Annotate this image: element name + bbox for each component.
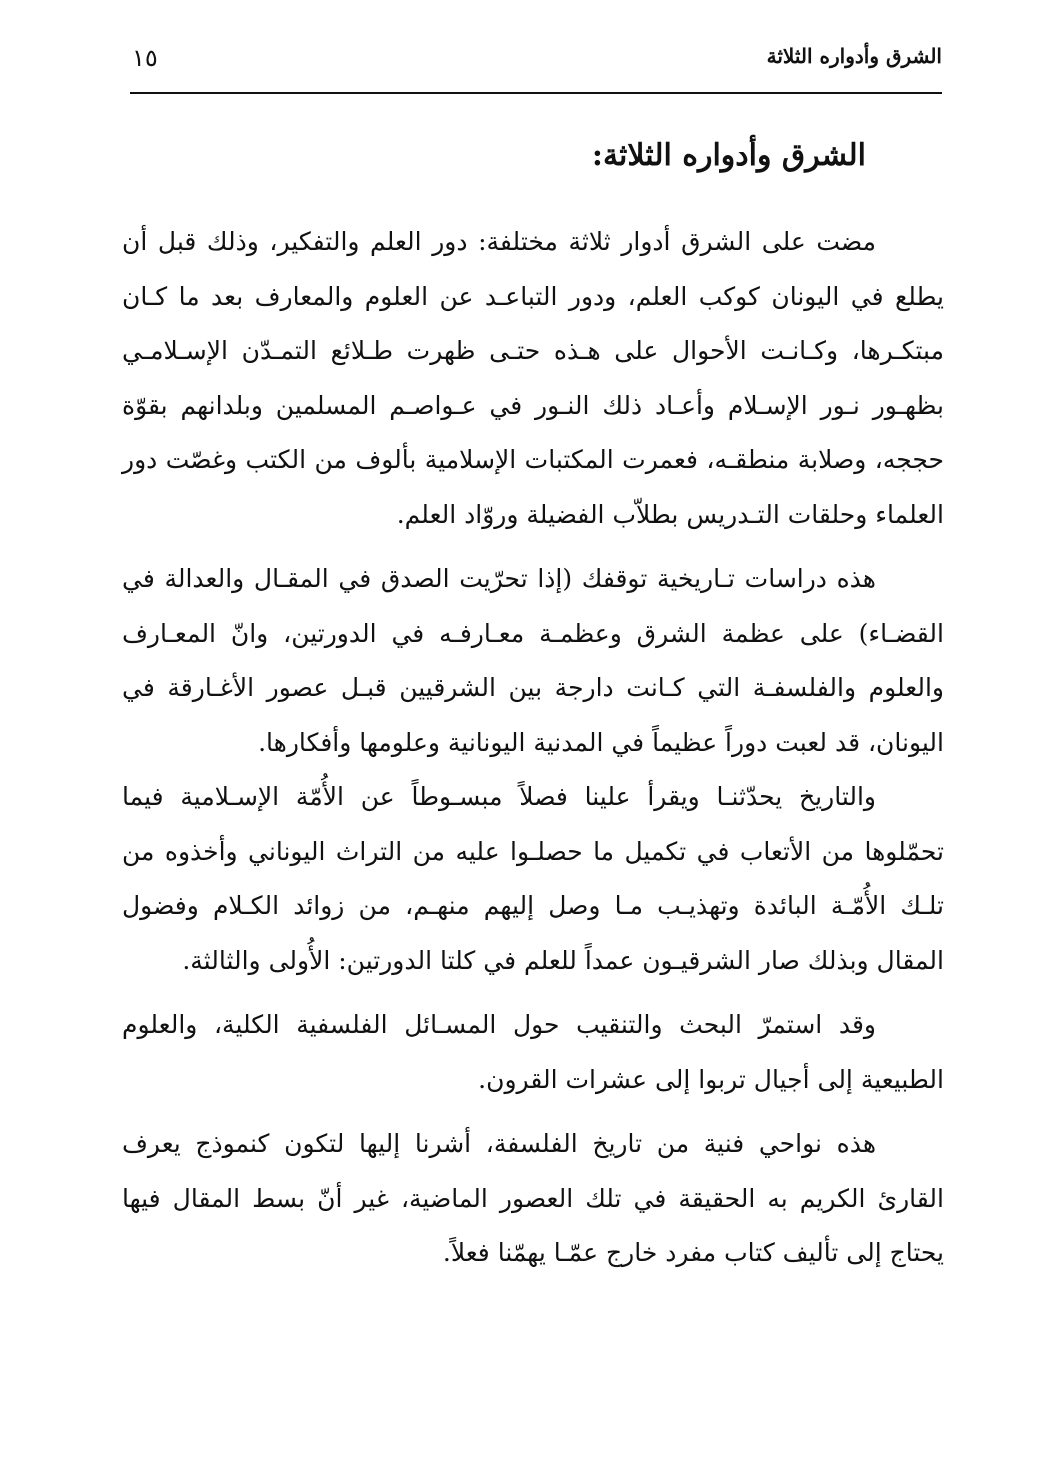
paragraph-4: وقد استمرّ البحث والتنقيب حول المسـائل الفلسفية الكلية، والعلوم الطبيعية إلى أجيال تربوا إلى عشرات القرون. (122, 1010, 944, 1094)
running-header (130, 38, 942, 88)
paragraph-2: هذه دراسات تـاريخية توقفك (إذا تحرّيت الصدق في المقـال والعدالة في القضـاء) على عظمة الشرق وعظمـة معـارفـه في الدورتين، وانّ المعـارف والعلوم والفلسفـة التي كـانت دارجة بين الشرقيين قبـل عصور الأغـارقة في اليونان، قد لعبت دوراً عظيماً في المدنية اليونانية وعلومها وأفكارها. (122, 564, 944, 757)
paragraph-1: مضت على الشرق أدوار ثلاثة مختلفة: دور العلم والتفكير، وذلك قبل أن يطلع في اليونان كوكب العلم، ودور التباعـد عن العلوم والمعارف بعد ما كـان مبتكـرها، وكـانـت الأحوال على هـذه حتـى ظهرت طـلائع التمـدّن الإسـلامـي بظهـور نـور الإسـلام وأعـاد ذلك النـور في عـواصـم المسلمين وبلدانهم بقوّة حججه، وصلابة منطقـه، فعمرت المكتبات الإسلامية بألوف من الكتب وغصّت دور العلماء وحلقات التـدريس بطلاّب الفضيلة وروّاد العلم. (122, 227, 944, 529)
running-title: الشرق وأدواره الثلاثة (766, 44, 942, 68)
page-number: ١٥ (132, 44, 158, 72)
paragraph-5: هذه نواحي فنية من تاريخ الفلسفة، أشرنا إليها لتكون كنموذج يعرف القارئ الكريم به الحقيقة في تلك العصور الماضية، غير أنّ بسط المقال فيها يحتاج إلى تأليف كتاب مفرد خارج عمّـا يهمّنا فعلاً. (122, 1129, 944, 1267)
body-text (122, 215, 944, 1281)
header-rule (130, 92, 942, 94)
paragraph-3: والتاريخ يحدّثنـا ويقرأ علينا فصلاً مبسـوطاً عن الأُمّة الإسـلامية فيما تحمّلوها من الأتعاب في تكميل ما حصلـوا عليه من التراث اليوناني وأخذوه من تلـك الأُمّـة البائدة وتهذيـب مـا وصل إليهم منهـم، من زوائد الكـلام وفضول المقال وبذلك صار الشرقيـون عمداً للعلم في كلتا الدورتين: الأُولى والثالثة. (122, 782, 944, 975)
section-heading: الشرق وأدواره الثلاثة: (591, 138, 866, 173)
